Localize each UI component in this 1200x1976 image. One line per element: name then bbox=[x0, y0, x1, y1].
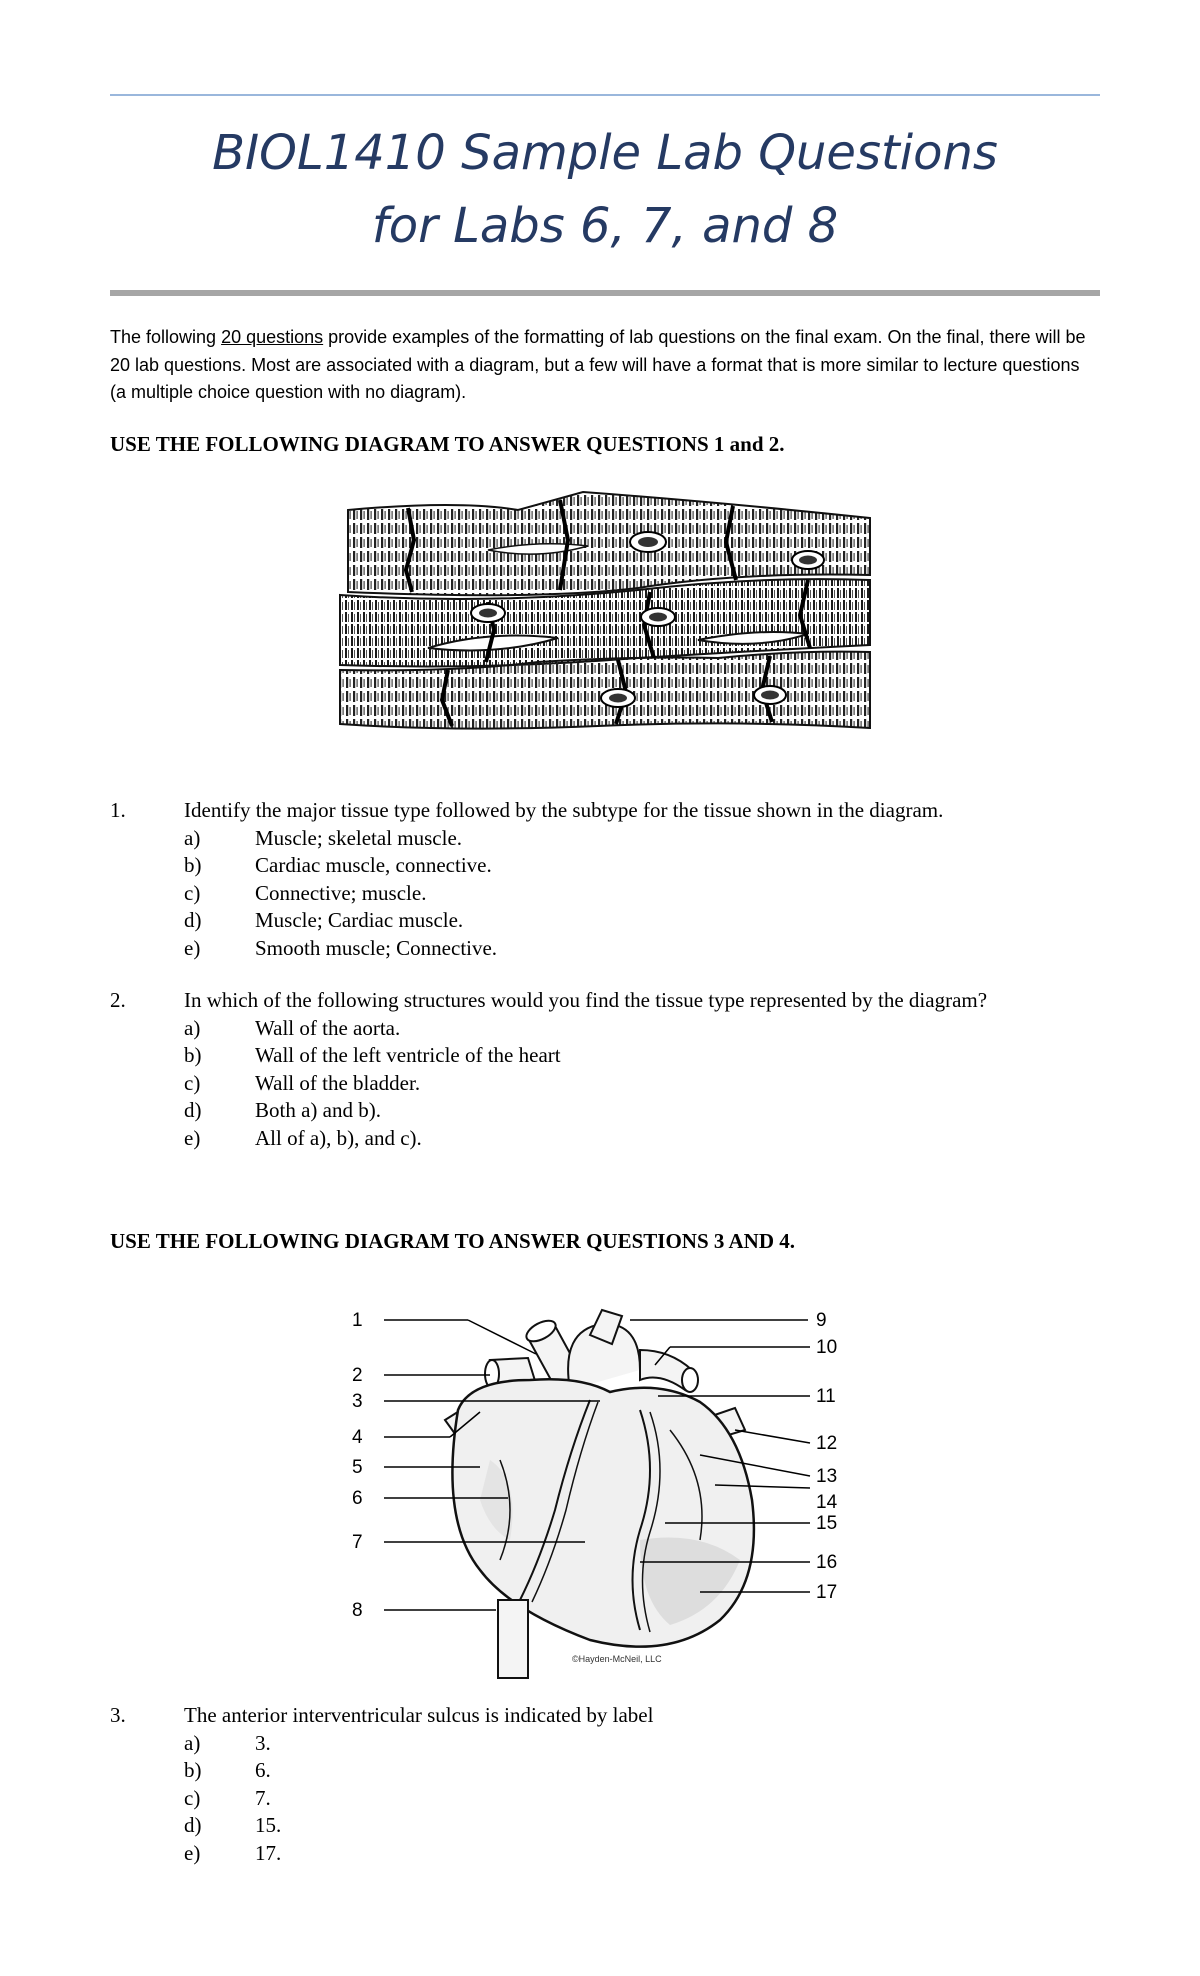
heart-label-17: 17 bbox=[816, 1582, 838, 1603]
option-letter: e) bbox=[184, 1125, 201, 1150]
heart-label-12: 12 bbox=[816, 1433, 838, 1454]
option-letter: d) bbox=[184, 1813, 202, 1837]
answer-option bbox=[110, 907, 1110, 935]
header-top-rule bbox=[110, 94, 1100, 96]
heart-label-5: 5 bbox=[352, 1457, 363, 1478]
intro-text-start: The following bbox=[110, 327, 222, 347]
heart-label-16: 16 bbox=[816, 1552, 838, 1573]
intro-text-rest: provide examples of the formatting of lab questions on the final exam. On the final, there will be 20 lab questions. Most are associated with a diagram, but a few will have a format that is more similar to lecture questions (a multiple choice question with no diagram). bbox=[110, 327, 1086, 402]
heart-label-10: 10 bbox=[816, 1337, 838, 1358]
option-text: Wall of the aorta. bbox=[255, 1015, 401, 1040]
option-letter: a) bbox=[184, 1015, 201, 1040]
heart-label-2: 2 bbox=[352, 1365, 363, 1386]
question-stem-row bbox=[110, 797, 1110, 825]
question-number: 1. bbox=[110, 798, 126, 822]
question-number: 2. bbox=[110, 988, 126, 1012]
option-text: Wall of the left ventricle of the heart bbox=[255, 1043, 561, 1067]
option-text: Muscle; skeletal muscle. bbox=[255, 825, 463, 850]
answer-option bbox=[110, 935, 1110, 963]
option-letter: d) bbox=[184, 908, 202, 932]
page-title-line-1: BIOL1410 Sample Lab Questions bbox=[212, 125, 998, 181]
question-stem: The anterior interventricular sulcus is indicated by label bbox=[184, 1703, 654, 1727]
answer-option bbox=[110, 1097, 1110, 1125]
answer-option bbox=[110, 1840, 1110, 1868]
option-letter: e) bbox=[184, 935, 201, 960]
question-stem: Identify the major tissue type followed by the subtype for the tissue shown in the diagram. bbox=[184, 798, 944, 822]
figure-credit: ©Hayden-McNeil, LLC bbox=[572, 1654, 662, 1664]
answer-option bbox=[110, 825, 1110, 853]
option-text: 17. bbox=[255, 1840, 282, 1865]
heart-label-1: 1 bbox=[352, 1310, 363, 1331]
cardiac-muscle-diagram bbox=[338, 480, 878, 742]
option-text: Muscle; Cardiac muscle. bbox=[255, 908, 464, 932]
option-letter: d) bbox=[184, 1098, 202, 1122]
header-bottom-rule bbox=[110, 290, 1100, 296]
answer-option bbox=[110, 1015, 1110, 1043]
option-letter: a) bbox=[184, 825, 201, 850]
heart-label-8: 8 bbox=[352, 1600, 363, 1621]
question-3 bbox=[110, 1702, 1110, 1867]
question-2 bbox=[110, 987, 1110, 1152]
section-heading-q3-q4: USE THE FOLLOWING DIAGRAM TO ANSWER QUESTIONS 3 AND 4. bbox=[110, 1229, 795, 1253]
answer-option bbox=[110, 852, 1110, 880]
question-stem-row bbox=[110, 1702, 1110, 1730]
answer-option bbox=[110, 1070, 1110, 1098]
option-letter: b) bbox=[184, 1043, 202, 1067]
option-letter: c) bbox=[184, 1070, 201, 1095]
answer-option bbox=[110, 880, 1110, 908]
option-letter: b) bbox=[184, 853, 202, 877]
question-number: 3. bbox=[110, 1703, 126, 1727]
heart-label-6: 6 bbox=[352, 1488, 363, 1509]
section-heading-q1-q2: USE THE FOLLOWING DIAGRAM TO ANSWER QUESTIONS 1 and 2. bbox=[110, 432, 785, 456]
option-text: 15. bbox=[255, 1813, 282, 1837]
heart-label-15: 15 bbox=[816, 1513, 838, 1534]
option-text: Both a) and b). bbox=[255, 1098, 381, 1122]
option-text: Wall of the bladder. bbox=[255, 1070, 421, 1095]
option-letter: b) bbox=[184, 1758, 202, 1782]
option-text: Connective; muscle. bbox=[255, 880, 427, 905]
heart-label-7: 7 bbox=[352, 1532, 363, 1553]
answer-option bbox=[110, 1757, 1110, 1785]
heart-label-11: 11 bbox=[816, 1386, 836, 1407]
option-letter: c) bbox=[184, 880, 201, 905]
heart-diagram bbox=[340, 1280, 860, 1680]
heart-label-14: 14 bbox=[816, 1492, 838, 1513]
heart-label-4: 4 bbox=[352, 1427, 363, 1448]
answer-option bbox=[110, 1125, 1110, 1153]
answer-option bbox=[110, 1730, 1110, 1758]
option-letter: e) bbox=[184, 1840, 201, 1865]
intro-underlined-count: 20 questions bbox=[221, 327, 324, 347]
question-stem: In which of the following structures would you find the tissue type represented by the diagram? bbox=[184, 988, 988, 1012]
page-title-line-2: for Labs 6, 7, and 8 bbox=[371, 198, 839, 254]
answer-option bbox=[110, 1812, 1110, 1840]
answer-option bbox=[110, 1042, 1110, 1070]
question-1 bbox=[110, 797, 1110, 962]
option-letter: a) bbox=[184, 1730, 201, 1755]
heart-label-3: 3 bbox=[352, 1391, 363, 1412]
question-stem-row bbox=[110, 987, 1110, 1015]
option-text: All of a), b), and c). bbox=[255, 1125, 422, 1150]
heart-label-9: 9 bbox=[816, 1310, 827, 1331]
answer-option bbox=[110, 1785, 1110, 1813]
option-text: Cardiac muscle, connective. bbox=[255, 853, 492, 877]
option-text: 6. bbox=[255, 1758, 271, 1782]
option-text: 7. bbox=[255, 1785, 271, 1810]
intro-paragraph bbox=[110, 324, 1100, 407]
option-letter: c) bbox=[184, 1785, 201, 1810]
heart-label-13: 13 bbox=[816, 1466, 838, 1487]
option-text: Smooth muscle; Connective. bbox=[255, 935, 498, 960]
option-text: 3. bbox=[255, 1730, 271, 1755]
